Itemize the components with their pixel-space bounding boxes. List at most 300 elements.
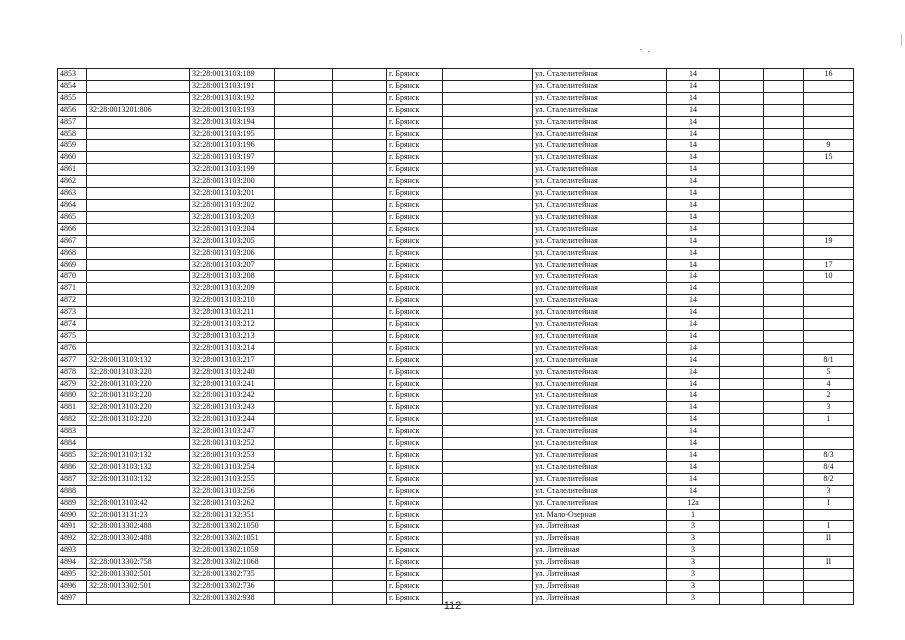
cell-street: ул. Литейная [533,533,667,545]
table-row [58,271,854,283]
table-row [58,295,854,307]
cell-house: 3 [667,580,720,592]
cell-parent-cadastral: 32:28:0013201:806 [87,104,190,116]
cell-city: г. Брянск [387,545,443,557]
cell-blank-c [443,485,533,497]
cell-blank-c [443,259,533,271]
cell-flat [804,164,854,176]
cell-blank-d [720,450,764,462]
table-row [58,485,854,497]
cell-street: ул. Литейная [533,580,667,592]
cell-cadastral-number: 32:28:0013103:189 [190,69,275,81]
cell-blank-a [275,80,333,92]
cell-blank-a [275,283,333,295]
cell-flat: 8/3 [804,450,854,462]
cell-blank-a [275,402,333,414]
cell-street: ул. Сталелитейная [533,188,667,200]
cell-blank-c [443,461,533,473]
cell-blank-b [333,104,387,116]
cell-blank-c [443,164,533,176]
cell-blank-d [720,557,764,569]
cell-blank-b [333,235,387,247]
cell-house: 14 [667,223,720,235]
cell-blank-a [275,485,333,497]
cell-blank-a [275,223,333,235]
cell-blank-c [443,295,533,307]
cell-blank-c [443,545,533,557]
cell-flat: II [804,533,854,545]
cell-blank-c [443,569,533,581]
cell-blank-c [443,330,533,342]
cell-street: ул. Сталелитейная [533,438,667,450]
cell-city: г. Брянск [387,461,443,473]
cell-blank-b [333,176,387,188]
cell-blank-d [720,199,764,211]
cell-flat [804,580,854,592]
cell-street: ул. Сталелитейная [533,485,667,497]
cell-house: 14 [667,426,720,438]
cell-blank-e [764,104,804,116]
cell-parent-cadastral [87,438,190,450]
cell-city: г. Брянск [387,283,443,295]
cell-flat: 8/1 [804,354,854,366]
cell-cadastral-number: 32:28:0013103:193 [190,104,275,116]
cell-blank-b [333,366,387,378]
cell-cadastral-number: 32:28:0013103:255 [190,473,275,485]
cell-blank-d [720,128,764,140]
cell-parent-cadastral [87,271,190,283]
cell-city: г. Брянск [387,176,443,188]
cell-blank-d [720,271,764,283]
cell-cadastral-number: 32:28:0013103:243 [190,402,275,414]
cell-blank-c [443,473,533,485]
cell-blank-b [333,450,387,462]
cell-number: 4866 [58,223,87,235]
table-row [58,330,854,342]
cell-house: 14 [667,354,720,366]
cell-blank-d [720,235,764,247]
cell-number: 4888 [58,485,87,497]
table-row [58,164,854,176]
cell-blank-d [720,259,764,271]
cell-parent-cadastral [87,319,190,331]
cell-blank-c [443,366,533,378]
cell-house: 14 [667,152,720,164]
cell-cadastral-number: 32:28:0013302:938 [190,592,275,604]
cell-flat [804,509,854,521]
cell-blank-b [333,485,387,497]
cell-city: г. Брянск [387,211,443,223]
cell-number: 4874 [58,319,87,331]
cell-house: 3 [667,521,720,533]
cell-street: ул. Сталелитейная [533,450,667,462]
cell-cadastral-number: 32:28:0013103:192 [190,92,275,104]
cell-parent-cadastral: 32:28:0013302:488 [87,533,190,545]
table-row [58,450,854,462]
cell-blank-e [764,497,804,509]
table-row [58,140,854,152]
cell-blank-b [333,497,387,509]
cell-blank-d [720,366,764,378]
cell-number: 4883 [58,426,87,438]
cell-street: ул. Сталелитейная [533,414,667,426]
table-row [58,223,854,235]
cell-flat [804,211,854,223]
cell-city: г. Брянск [387,330,443,342]
cell-flat: 4 [804,378,854,390]
cell-house: 14 [667,461,720,473]
scan-edge-mark [901,34,902,46]
cell-blank-b [333,295,387,307]
cell-blank-a [275,259,333,271]
cell-blank-e [764,319,804,331]
cell-blank-a [275,92,333,104]
cell-blank-d [720,533,764,545]
cell-blank-a [275,378,333,390]
cell-city: г. Брянск [387,247,443,259]
cell-number: 4879 [58,378,87,390]
table-row [58,497,854,509]
table-row [58,152,854,164]
cell-blank-e [764,545,804,557]
cell-number: 4855 [58,92,87,104]
cell-city: г. Брянск [387,128,443,140]
cell-number: 4867 [58,235,87,247]
cell-blank-b [333,521,387,533]
cell-blank-d [720,92,764,104]
cell-parent-cadastral [87,295,190,307]
cell-parent-cadastral [87,199,190,211]
cell-city: г. Брянск [387,164,443,176]
cell-blank-d [720,176,764,188]
cell-house: 14 [667,235,720,247]
cell-street: ул. Сталелитейная [533,283,667,295]
cell-street: ул. Сталелитейная [533,199,667,211]
cell-house: 12а [667,497,720,509]
cell-house: 14 [667,271,720,283]
cell-blank-a [275,319,333,331]
cell-blank-c [443,426,533,438]
cell-city: г. Брянск [387,521,443,533]
cell-street: ул. Сталелитейная [533,497,667,509]
cell-city: г. Брянск [387,557,443,569]
cell-street: ул. Сталелитейная [533,271,667,283]
cell-street: ул. Сталелитейная [533,402,667,414]
cell-cadastral-number: 32:28:0013103:210 [190,295,275,307]
cell-number: 4872 [58,295,87,307]
cell-cadastral-number: 32:28:0013103:240 [190,366,275,378]
cell-parent-cadastral [87,80,190,92]
cell-blank-b [333,140,387,152]
cell-blank-d [720,80,764,92]
cell-cadastral-number: 32:28:0013103:203 [190,211,275,223]
table-row [58,378,854,390]
cell-cadastral-number: 32:28:0013103:244 [190,414,275,426]
cell-house: 14 [667,438,720,450]
cell-blank-a [275,533,333,545]
cell-blank-c [443,188,533,200]
cell-cadastral-number: 32:28:0013103:212 [190,319,275,331]
table-row [58,354,854,366]
cell-blank-b [333,509,387,521]
cell-cadastral-number: 32:28:0013103:209 [190,283,275,295]
cell-blank-a [275,188,333,200]
cell-blank-c [443,104,533,116]
cell-street: ул. Литейная [533,521,667,533]
cell-street: ул. Сталелитейная [533,295,667,307]
cell-flat: II [804,557,854,569]
cell-blank-c [443,342,533,354]
cell-blank-e [764,271,804,283]
cell-blank-e [764,188,804,200]
cell-blank-b [333,354,387,366]
cell-parent-cadastral [87,426,190,438]
table-row [58,199,854,211]
cell-cadastral-number: 32:28:0013302:736 [190,580,275,592]
cell-parent-cadastral: 32:28:0013103:220 [87,402,190,414]
cell-blank-e [764,295,804,307]
cell-flat [804,247,854,259]
cell-blank-e [764,69,804,81]
cell-number: 4857 [58,116,87,128]
cell-street: ул. Мало-Озерная [533,509,667,521]
cell-blank-c [443,69,533,81]
table-row [58,426,854,438]
cell-house: 14 [667,402,720,414]
cell-number: 4865 [58,211,87,223]
cell-blank-d [720,164,764,176]
cell-number: 4890 [58,509,87,521]
cell-cadastral-number: 32:28:0013302:735 [190,569,275,581]
table-row [58,176,854,188]
document-page [57,68,853,605]
cell-blank-d [720,521,764,533]
cell-blank-b [333,319,387,331]
cell-flat [804,295,854,307]
cell-blank-d [720,426,764,438]
cell-city: г. Брянск [387,271,443,283]
cell-blank-a [275,176,333,188]
cell-blank-b [333,461,387,473]
cell-blank-c [443,521,533,533]
cell-blank-c [443,211,533,223]
cell-parent-cadastral [87,283,190,295]
cell-city: г. Брянск [387,509,443,521]
cell-number: 4895 [58,569,87,581]
page-number: 112 [443,600,462,612]
cell-blank-d [720,509,764,521]
cell-house: 3 [667,557,720,569]
cell-blank-a [275,116,333,128]
cell-blank-e [764,80,804,92]
cell-blank-e [764,509,804,521]
cell-flat: 15 [804,152,854,164]
cell-blank-b [333,438,387,450]
cell-blank-b [333,390,387,402]
cell-house: 14 [667,176,720,188]
cell-blank-e [764,473,804,485]
cell-city: г. Брянск [387,307,443,319]
cell-number: 4861 [58,164,87,176]
cell-blank-a [275,235,333,247]
cell-flat [804,92,854,104]
cell-house: 14 [667,128,720,140]
cell-blank-e [764,247,804,259]
cell-house: 3 [667,545,720,557]
cell-cadastral-number: 32:28:0013103:211 [190,307,275,319]
cell-blank-b [333,473,387,485]
cell-blank-d [720,354,764,366]
cell-house: 14 [667,188,720,200]
cell-blank-b [333,128,387,140]
cell-flat: 19 [804,235,854,247]
cell-blank-b [333,580,387,592]
cell-city: г. Брянск [387,140,443,152]
cell-blank-d [720,116,764,128]
cell-blank-b [333,330,387,342]
cell-number: 4863 [58,188,87,200]
table-row [58,283,854,295]
cell-street: ул. Сталелитейная [533,235,667,247]
cell-cadastral-number: 32:28:0013103:207 [190,259,275,271]
cell-house: 14 [667,414,720,426]
cell-blank-e [764,450,804,462]
cell-blank-c [443,199,533,211]
cell-house: 14 [667,259,720,271]
cell-blank-e [764,199,804,211]
cell-cadastral-number: 32:28:0013103:191 [190,80,275,92]
cell-blank-b [333,426,387,438]
cell-blank-d [720,247,764,259]
cell-parent-cadastral [87,342,190,354]
cell-blank-a [275,164,333,176]
cell-blank-c [443,128,533,140]
cell-city: г. Брянск [387,152,443,164]
cell-blank-e [764,223,804,235]
cell-flat: 1 [804,414,854,426]
cell-blank-a [275,473,333,485]
cell-blank-c [443,116,533,128]
cell-blank-d [720,390,764,402]
cell-flat [804,199,854,211]
cell-blank-b [333,402,387,414]
cell-blank-a [275,461,333,473]
cell-house: 14 [667,390,720,402]
cell-street: ул. Сталелитейная [533,140,667,152]
cell-parent-cadastral [87,152,190,164]
cell-city: г. Брянск [387,319,443,331]
cell-blank-e [764,92,804,104]
cell-parent-cadastral [87,223,190,235]
cell-blank-e [764,580,804,592]
cell-street: ул. Литейная [533,557,667,569]
cell-flat: 16 [804,69,854,81]
cell-blank-a [275,569,333,581]
cell-cadastral-number: 32:28:0013103:194 [190,116,275,128]
cell-flat [804,569,854,581]
cell-flat: 8/2 [804,473,854,485]
cell-flat [804,319,854,331]
cell-house: 14 [667,366,720,378]
cell-blank-a [275,247,333,259]
cell-blank-e [764,414,804,426]
cell-house: 1 [667,509,720,521]
cell-flat [804,116,854,128]
cell-parent-cadastral: 32:28:0013302:488 [87,521,190,533]
cell-number: 4877 [58,354,87,366]
cell-house: 14 [667,378,720,390]
cell-street: ул. Литейная [533,545,667,557]
cell-number: 4875 [58,330,87,342]
cell-parent-cadastral [87,92,190,104]
cell-blank-b [333,211,387,223]
cell-blank-a [275,390,333,402]
cell-flat: 17 [804,259,854,271]
cell-blank-c [443,390,533,402]
cell-number: 4893 [58,545,87,557]
cell-number: 4885 [58,450,87,462]
cell-blank-c [443,283,533,295]
cell-blank-c [443,140,533,152]
cell-blank-e [764,164,804,176]
cell-cadastral-number: 32:28:0013302:1051 [190,533,275,545]
table-row [58,319,854,331]
cell-blank-e [764,307,804,319]
cell-parent-cadastral [87,140,190,152]
cell-cadastral-number: 32:28:0013103:195 [190,128,275,140]
cell-blank-d [720,438,764,450]
cell-blank-c [443,414,533,426]
cell-house: 14 [667,69,720,81]
cell-blank-a [275,509,333,521]
cell-flat [804,342,854,354]
cell-cadastral-number: 32:28:0013103:252 [190,438,275,450]
cell-blank-a [275,199,333,211]
cell-number: 4858 [58,128,87,140]
cell-number: 4880 [58,390,87,402]
cell-blank-a [275,330,333,342]
cell-cadastral-number: 32:28:0013302:1059 [190,545,275,557]
cell-flat [804,330,854,342]
cell-city: г. Брянск [387,592,443,604]
cell-blank-b [333,92,387,104]
table-row [58,390,854,402]
cell-parent-cadastral [87,69,190,81]
cell-blank-b [333,283,387,295]
cell-blank-d [720,473,764,485]
cell-blank-c [443,152,533,164]
cell-house: 14 [667,140,720,152]
cell-blank-e [764,235,804,247]
cell-blank-a [275,521,333,533]
cell-flat [804,307,854,319]
cell-blank-b [333,569,387,581]
cell-number: 4882 [58,414,87,426]
cell-blank-b [333,557,387,569]
cell-blank-a [275,580,333,592]
cell-blank-b [333,199,387,211]
cell-parent-cadastral [87,330,190,342]
cell-blank-e [764,366,804,378]
cell-parent-cadastral [87,545,190,557]
cell-house: 14 [667,104,720,116]
table-row [58,128,854,140]
cell-city: г. Брянск [387,402,443,414]
cell-blank-a [275,450,333,462]
cell-flat [804,104,854,116]
cell-number: 4862 [58,176,87,188]
cell-cadastral-number: 32:28:0013103:200 [190,176,275,188]
